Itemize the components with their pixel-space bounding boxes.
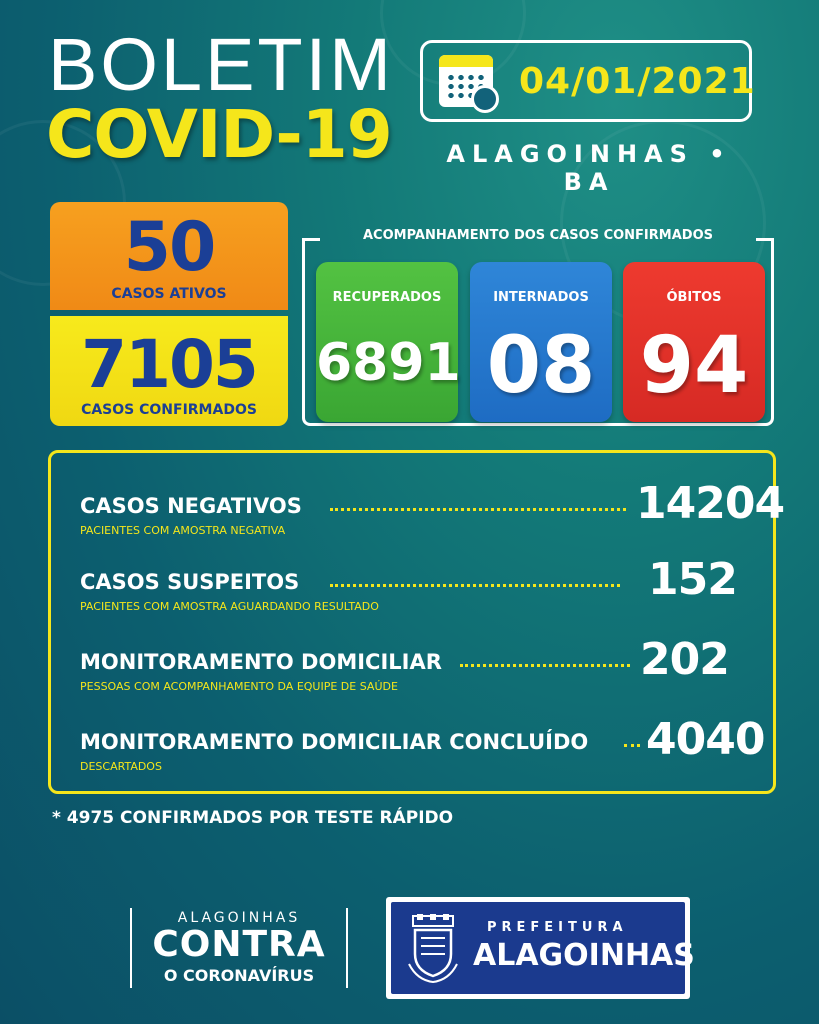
stat-heading: MONITORAMENTO DOMICILIAR <box>80 650 442 674</box>
bulletin-date: 04/01/2021 <box>519 61 756 102</box>
clock-icon <box>471 85 499 113</box>
recovered-value: 6891 <box>316 333 461 393</box>
campaign-logo-line2: CONTRA <box>152 924 326 965</box>
city-hall-line2: ALAGOINHAS <box>473 938 695 973</box>
campaign-logo <box>130 908 348 988</box>
calendar-icon <box>439 55 493 107</box>
confirmed-cases-label: CASOS CONFIRMADOS <box>81 402 257 418</box>
deaths-card <box>623 262 765 422</box>
location-label: ALAGOINHAS • BA <box>446 140 732 196</box>
rapid-test-footnote: * 4975 CONFIRMADOS POR TESTE RÁPIDO <box>52 808 454 828</box>
date-box <box>420 40 756 122</box>
stat-subtitle: PESSOAS COM ACOMPANHAMENTO DA EQUIPE DE SAÚDE <box>80 680 398 693</box>
deaths-value: 94 <box>639 321 749 411</box>
stat-row-negative <box>80 478 785 554</box>
stat-heading: CASOS SUSPEITOS <box>80 570 300 594</box>
campaign-logo-line1: ALAGOINHAS <box>177 910 301 926</box>
stat-value: 152 <box>648 554 737 605</box>
city-hall-line1: PREFEITURA <box>487 920 628 935</box>
title-covid: COVID-19 <box>46 96 392 173</box>
stat-value: 202 <box>640 634 729 685</box>
tracking-title: ACOMPANHAMENTO DOS CASOS CONFIRMADOS <box>363 228 713 243</box>
stat-value: 4040 <box>646 714 765 765</box>
hospitalized-card <box>470 262 612 422</box>
stat-row-home-monitoring <box>80 634 774 710</box>
active-cases-box <box>50 202 288 310</box>
stat-row-suspect <box>80 554 774 630</box>
active-cases-value: 50 <box>123 208 215 287</box>
campaign-logo-line3: O CORONAVÍRUS <box>163 966 315 985</box>
active-cases-label: CASOS ATIVOS <box>111 286 227 302</box>
stat-subtitle: DESCARTADOS <box>80 760 162 773</box>
city-crest-icon <box>407 914 459 984</box>
hospitalized-value: 08 <box>486 321 596 411</box>
recovered-label: RECUPERADOS <box>332 290 442 305</box>
title-boletim: BOLETIM <box>48 23 394 106</box>
confirmed-cases-box <box>50 316 288 426</box>
confirmed-cases-value: 7105 <box>81 326 257 403</box>
stat-heading: MONITORAMENTO DOMICILIAR CONCLUÍDO <box>80 730 589 754</box>
stat-subtitle: PACIENTES COM AMOSTRA AGUARDANDO RESULTADO <box>80 600 379 613</box>
recovered-card <box>316 262 461 422</box>
deaths-label: ÓBITOS <box>666 290 722 305</box>
dotted-leader <box>624 744 640 747</box>
dotted-leader <box>460 664 630 667</box>
stat-heading: CASOS NEGATIVOS <box>80 494 302 518</box>
city-hall-logo <box>386 897 695 999</box>
hospitalized-label: INTERNADOS <box>493 290 589 305</box>
stat-subtitle: PACIENTES COM AMOSTRA NEGATIVA <box>80 524 286 537</box>
stat-row-home-monitoring-done <box>80 714 774 790</box>
stat-value: 14204 <box>636 478 785 529</box>
dotted-leader <box>330 584 620 587</box>
dotted-leader <box>330 508 626 511</box>
